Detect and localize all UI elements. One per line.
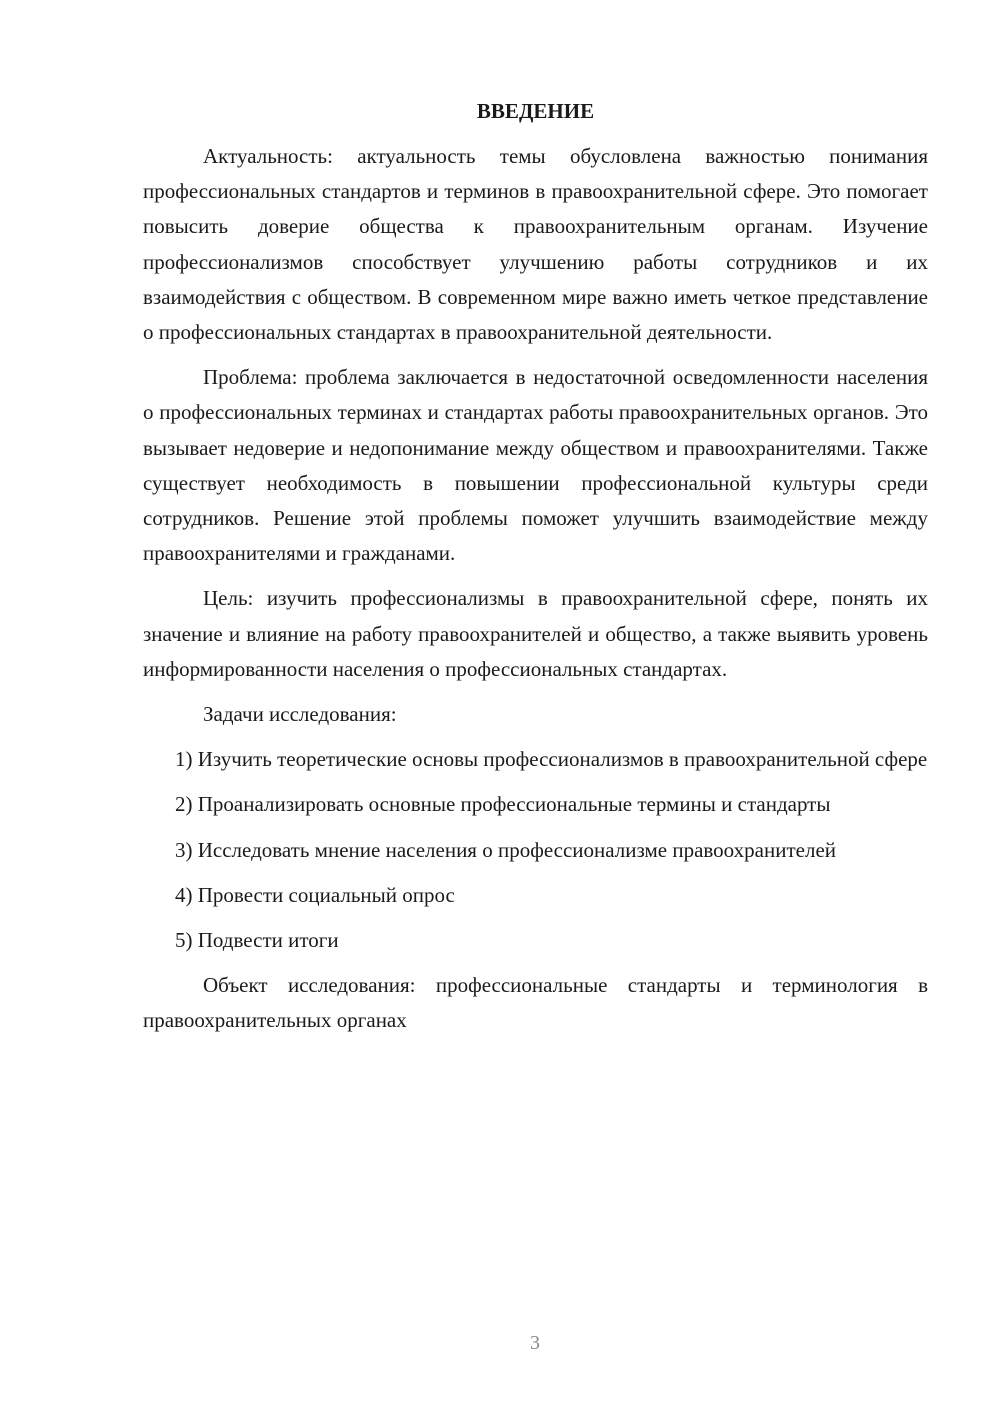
paragraph-object: Объект исследования: профессиональные стандарты и терминология в правоохранительных органах <box>143 973 928 1033</box>
document-page <box>143 94 928 1039</box>
page-number: 3 <box>530 1332 540 1354</box>
section-heading: ВВЕДЕНИЕ <box>476 99 595 123</box>
tasks-heading: Задачи исследования: <box>203 702 397 727</box>
paragraph-problem: Проблема: проблема заключается в недостаточной осведомленности населения о профессиональных терминах и стандартах работы правоохранительных органов. Это вызывает недоверие и недопонимание между обществом и правоохранителями. Также существует необходимость в повышении профессиональной культуры среди сотрудников. Решение этой проблемы поможет улучшить взаимодействие между правоохранителями и гражданами. <box>143 365 928 566</box>
task-item-5: 5) Подвести итоги <box>175 928 339 953</box>
task-item-2: 2) Проанализировать основные профессиональные термины и стандарты <box>175 792 831 817</box>
paragraph-relevance: Актуальность: актуальность темы обусловлена важностью понимания профессиональных стандартов и терминов в правоохранительной сфере. Это помогает повысить доверие общества к правоохранительным органам. Изучение профессионализмов способствует улучшению работы сотрудников и их взаимодействия с обществом. В современном мире важно иметь четкое представление о профессиональных стандартах в правоохранительной деятельности. <box>143 144 928 345</box>
task-item-3: 3) Исследовать мнение населения о профессионализме правоохранителей <box>175 837 836 862</box>
task-item-4: 4) Провести социальный опрос <box>175 882 455 907</box>
paragraph-goal: Цель: изучить профессионализмы в правоохранительной сфере, понять их значение и влияние на работу правоохранителей и общество, а также выявить уровень информированности населения о профессиональных стандартах. <box>143 586 928 681</box>
task-item-1: 1) Изучить теоретические основы профессионализмов в правоохранительной сфере <box>175 747 928 772</box>
